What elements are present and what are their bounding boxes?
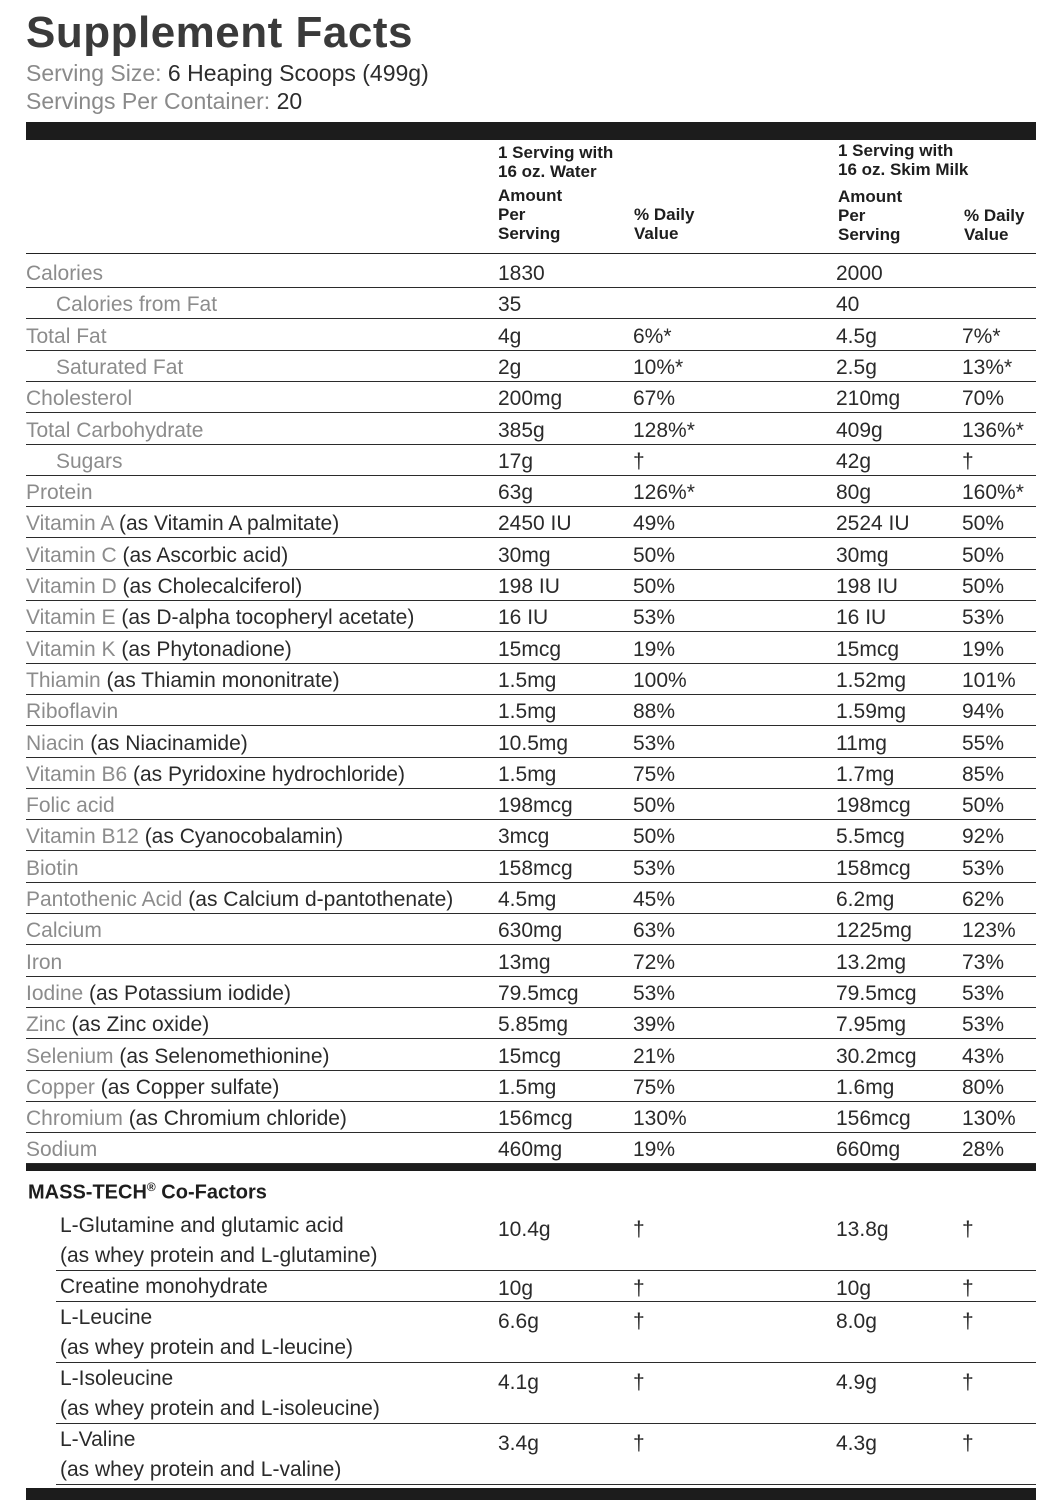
nutrient-row [26,632,1036,664]
water-amount: 385g [498,418,545,442]
water-daily-value: 88% [633,700,676,724]
water-daily-value: † [633,1371,645,1394]
water-amount: 1.5mg [498,700,557,724]
milk-daily-value: 53% [962,1013,1005,1037]
cofactor-name: Creatine monohydrate [60,1275,268,1298]
water-daily-value: 19% [633,1138,676,1162]
nutrient-name [26,606,414,630]
milk-daily-value: 94% [962,700,1005,724]
nutrient-name [26,1013,209,1037]
nutrient-row [26,726,1036,758]
nutrient-name [26,919,102,943]
water-daily-value: 39% [633,1013,676,1037]
nutrient-source: (as Thiamin mononitrate) [100,668,340,692]
milk-daily-value: 53% [962,981,1005,1005]
milk-daily-value: 55% [962,731,1005,755]
nutrient-label: Vitamin C [26,543,117,567]
header-water-amount: Amount Per Serving [498,186,563,243]
nutrient-row [26,1132,1036,1164]
milk-amount: 158mcg [836,856,911,880]
milk-daily-value: 50% [962,794,1005,818]
water-daily-value: † [633,1310,645,1333]
nutrient-row [26,350,1036,382]
milk-amount: 6.2mg [836,888,895,911]
nutrient-row [26,1070,1036,1102]
nutrient-row [26,882,1036,914]
milk-amount: 80g [836,481,872,505]
nutrient-name [26,982,291,1006]
milk-daily-value: 160%* [962,481,1024,505]
milk-daily-value: 101% [962,668,1016,692]
nutrient-row [26,600,1036,632]
water-amount: 10g [498,1277,534,1300]
water-daily-value: † [633,1432,645,1455]
nutrient-label: Saturated Fat [56,355,184,379]
nutrient-name [26,888,453,912]
nutrient-label: Copper [26,1075,95,1099]
nutrient-source: (as D-alpha tocopheryl acetate) [115,606,415,630]
nutrient-source: (as Phytonadione) [115,637,292,661]
nutrient-name [26,419,203,443]
water-amount: 15mcg [498,637,562,661]
water-amount: 200mg [498,387,563,411]
milk-amount: 1225mg [836,919,912,943]
water-amount: 5.85mg [498,1013,569,1037]
nutrient-row [26,1007,1036,1039]
water-daily-value: 6%* [633,324,672,348]
water-daily-value: 100% [633,668,687,692]
water-daily-value: 50% [633,543,676,567]
nutrient-name [26,669,340,693]
nutrient-row [26,694,1036,726]
milk-amount: 1.6mg [836,1075,895,1099]
header-divider [26,253,1036,254]
nutrient-label: Chromium [26,1107,123,1131]
milk-daily-value: 80% [962,1075,1005,1099]
water-daily-value: 72% [633,950,676,974]
milk-amount: 10g [836,1277,872,1300]
nutrient-label: Pantothenic Acid [26,888,183,911]
cofactor-name: L-Leucine [60,1306,153,1329]
water-amount: 6.6g [498,1310,539,1333]
nutrient-label: Folic acid [26,794,115,818]
water-daily-value: 53% [633,606,676,630]
milk-amount: 15mcg [836,637,900,661]
milk-amount: 2000 [836,262,883,285]
milk-daily-value: 7%* [962,324,1001,348]
water-amount: 198mcg [498,794,573,818]
nutrient-label: Calories [26,262,104,285]
cofactor-row [56,1363,1036,1424]
nutrient-label: Cholesterol [26,387,133,411]
water-daily-value: 75% [633,1075,676,1099]
nutrient-name [26,1076,279,1100]
nutrient-row [26,287,1036,319]
nutrient-source: (as Vitamin A palmitate) [113,512,340,536]
water-daily-value: 53% [633,856,676,880]
milk-amount: 198mcg [836,794,911,818]
cofactor-row [56,1424,1036,1485]
nutrient-row [26,851,1036,883]
milk-daily-value: 43% [962,1044,1005,1068]
milk-daily-value: † [962,1218,974,1241]
water-amount: 4.5mg [498,888,557,911]
nutrient-row [26,663,1036,695]
nutrient-row [26,976,1036,1008]
water-daily-value: 53% [633,731,676,755]
cofactor-name: L-Valine [60,1428,136,1451]
milk-daily-value: 130% [962,1107,1016,1131]
milk-amount: 11mg [836,731,887,755]
nutrient-row [26,413,1036,445]
water-amount: 460mg [498,1138,563,1162]
water-amount: 156mcg [498,1107,573,1131]
water-daily-value: 128%* [633,418,695,442]
water-daily-value: 75% [633,762,676,786]
nutrient-name [26,262,103,286]
nutrient-label: Vitamin K [26,637,116,661]
nutrient-label: Zinc [26,1013,66,1037]
milk-amount: 1.7mg [836,762,895,786]
milk-daily-value: † [962,1277,974,1300]
milk-daily-value: 50% [962,512,1005,536]
milk-amount: 42g [836,449,872,473]
milk-daily-value: 85% [962,762,1005,786]
water-daily-value: 130% [633,1107,687,1131]
water-daily-value: 50% [633,794,676,818]
nutrient-label: Sugars [56,449,123,473]
nutrient-name [26,1138,97,1162]
water-amount: 15mcg [498,1044,562,1068]
milk-amount: 198 IU [836,575,898,598]
nutrient-row [26,475,1036,507]
supplement-facts-panel [26,0,1036,1500]
milk-amount: 1.59mg [836,700,907,724]
milk-amount: 2524 IU [836,512,910,536]
nutrient-row [26,819,1036,851]
water-amount: 2450 IU [498,512,572,536]
nutrient-name [26,544,288,568]
milk-daily-value: 123% [962,919,1016,943]
water-amount: 3.4g [498,1432,539,1455]
serving-size [26,60,429,87]
nutrient-name [26,481,93,505]
water-daily-value: 49% [633,512,676,536]
nutrient-row [26,1039,1036,1071]
nutrient-label: Protein [26,481,93,505]
milk-daily-value: 13%* [962,355,1013,379]
header-water-dv: % Daily Value [634,205,695,243]
cofactor-name: L-Glutamine and glutamic acid [60,1214,344,1237]
nutrient-row [26,506,1036,538]
header-milk-amount: Amount Per Serving [838,187,903,244]
nutrient-label: Sodium [26,1138,98,1162]
milk-amount: 660mg [836,1138,901,1162]
masstech-title: MASS-TECH [28,1181,147,1204]
nutrient-name [26,512,339,536]
nutrient-source: (as Potassium iodide) [83,981,291,1005]
nutrient-name [26,794,115,818]
nutrient-name [26,763,405,787]
milk-daily-value: 136%* [962,418,1024,442]
cofactor-source: (as whey protein and L-valine) [60,1458,342,1481]
nutrient-source: (as Copper sulfate) [94,1075,280,1099]
nutrient-label: Riboflavin [26,700,119,724]
cofactor-row [56,1210,1036,1271]
nutrient-row [26,256,1036,288]
water-amount: 35 [498,293,522,317]
milk-daily-value: 19% [962,637,1005,661]
milk-amount: 30.2mcg [836,1044,917,1068]
nutrient-row [26,569,1036,601]
nutrient-source: (as Niacinamide) [84,731,248,755]
masstech-title-suffix: Co-Factors [155,1181,267,1204]
milk-amount: 79.5mcg [836,981,917,1005]
water-daily-value: † [633,1277,645,1300]
cofactor-row [56,1302,1036,1363]
nutrient-row [26,788,1036,820]
thick-divider-top [26,122,1036,140]
water-amount: 10.4g [498,1218,551,1241]
panel-title: Supplement Facts [26,8,413,57]
milk-amount: 409g [836,418,883,442]
milk-daily-value: 73% [962,950,1005,974]
milk-daily-value: † [962,1310,974,1333]
nutrient-source: (as Cholecalciferol) [116,575,303,598]
water-daily-value: 50% [633,575,676,598]
nutrient-name [26,325,107,349]
nutrient-label: Thiamin [26,668,101,692]
milk-daily-value: † [962,1371,974,1394]
water-amount: 630mg [498,919,563,943]
water-amount: 2g [498,355,522,379]
cofactor-row [56,1271,1036,1302]
water-amount: 1.5mg [498,668,557,692]
nutrient-source: (as Selenomethionine) [113,1044,330,1068]
water-amount: 10.5mg [498,731,569,755]
water-daily-value: 50% [633,825,676,849]
milk-amount: 4.3g [836,1432,877,1455]
water-daily-value: 63% [633,919,676,943]
water-amount: 1.5mg [498,762,557,786]
milk-amount: 2.5g [836,355,877,379]
milk-daily-value: 50% [962,543,1005,567]
nutrient-name [26,387,132,411]
nutrient-label: Biotin [26,856,79,880]
milk-amount: 5.5mcg [836,825,905,849]
nutrient-name [26,857,79,881]
nutrient-source: (as Pyridoxine hydrochloride) [127,762,405,786]
milk-amount: 7.95mg [836,1013,907,1037]
milk-amount: 4.9g [836,1371,877,1394]
water-daily-value: 21% [633,1044,676,1068]
nutrient-label: Total Fat [26,324,107,348]
water-daily-value: 126%* [633,481,695,505]
nutrient-label: Vitamin E [26,606,116,630]
milk-amount: 40 [836,293,860,317]
nutrient-name [56,293,217,317]
nutrient-row [26,444,1036,476]
milk-daily-value: 62% [962,888,1005,911]
milk-amount: 30mg [836,543,889,567]
cofactor-source: (as whey protein and L-glutamine) [60,1244,378,1267]
nutrient-label: Iodine [26,981,84,1005]
servings-per-container [26,88,302,115]
nutrient-name [26,951,62,975]
nutrient-row [26,319,1036,351]
cofactor-source: (as whey protein and L-leucine) [60,1336,353,1359]
water-daily-value: 45% [633,888,676,911]
water-daily-value: 10%* [633,355,684,379]
water-daily-value: † [633,1218,645,1241]
thick-divider-bottom [26,1488,1036,1500]
nutrient-source: (as Zinc oxide) [65,1013,210,1037]
cofactor-name: L-Isoleucine [60,1367,174,1390]
water-amount: 4.1g [498,1371,539,1394]
milk-daily-value: 53% [962,606,1005,630]
registered-mark: ® [146,1180,156,1194]
nutrient-label: Selenium [26,1044,114,1068]
masstech-heading [28,1180,267,1205]
serving-size-label: Serving Size: [26,60,162,86]
water-amount: 4g [498,324,522,348]
nutrient-name [56,356,183,380]
milk-amount: 4.5g [836,324,877,348]
milk-amount: 156mcg [836,1107,911,1131]
header-water-serving: 1 Serving with 16 oz. Water [498,143,614,181]
water-amount: 158mcg [498,856,573,880]
nutrient-label: Calcium [26,919,102,943]
nutrient-source: (as Chromium chloride) [122,1107,347,1131]
water-amount: 30mg [498,543,551,567]
nutrient-label: Total Carbohydrate [26,418,204,442]
serving-size-value: 6 Heaping Scoops (499g) [167,60,429,86]
nutrient-label: Vitamin D [26,575,117,598]
nutrient-name [26,732,248,756]
milk-daily-value: † [962,1432,974,1455]
nutrient-label: Calories from Fat [56,293,218,317]
milk-amount: 210mg [836,387,901,411]
milk-amount: 1.52mg [836,668,907,692]
water-daily-value: 53% [633,981,676,1005]
nutrient-name [56,450,123,474]
nutrient-row [26,538,1036,570]
milk-daily-value: 53% [962,856,1005,880]
water-daily-value: 67% [633,387,676,411]
milk-amount: 8.0g [836,1310,877,1333]
water-amount: 1830 [498,262,545,285]
milk-daily-value: 28% [962,1138,1005,1162]
nutrient-row [26,757,1036,789]
water-amount: 198 IU [498,575,560,598]
water-amount: 79.5mcg [498,981,579,1005]
nutrient-source: (as Calcium d-pantothenate) [182,888,454,911]
milk-daily-value: † [962,449,974,473]
nutrient-label: Vitamin A [26,512,114,536]
nutrient-label: Vitamin B6 [26,762,128,786]
water-amount: 17g [498,449,534,473]
nutrient-row [26,381,1036,413]
nutrient-label: Niacin [26,731,85,755]
milk-daily-value: 70% [962,387,1005,411]
nutrient-name [26,825,343,849]
nutrient-row [26,1101,1036,1133]
water-amount: 1.5mg [498,1075,557,1099]
thick-divider-mid [26,1164,1036,1171]
water-amount: 16 IU [498,606,549,630]
water-daily-value: 19% [633,637,676,661]
water-amount: 13mg [498,950,551,974]
milk-amount: 13.2mg [836,950,907,974]
nutrient-name [26,1107,347,1131]
milk-amount: 13.8g [836,1218,889,1241]
nutrient-row [26,913,1036,945]
water-amount: 63g [498,481,534,505]
nutrient-row [26,945,1036,977]
milk-amount: 16 IU [836,606,887,630]
nutrient-label: Vitamin B12 [26,825,139,849]
nutrient-name [26,1045,330,1069]
nutrient-source: (as Ascorbic acid) [116,543,289,567]
header-milk-dv: % Daily Value [964,206,1025,244]
nutrient-label: Iron [26,950,63,974]
servings-per-container-label: Servings Per Container: [26,88,271,114]
milk-daily-value: 50% [962,575,1005,598]
cofactor-source: (as whey protein and L-isoleucine) [60,1397,380,1420]
water-amount: 3mcg [498,825,550,849]
nutrient-name [26,638,292,662]
nutrient-name [26,575,302,599]
nutrient-source: (as Cyanocobalamin) [138,825,344,849]
milk-daily-value: 92% [962,825,1005,849]
nutrient-name [26,700,118,724]
header-milk-serving: 1 Serving with 16 oz. Skim Milk [838,141,969,179]
servings-per-container-value: 20 [276,88,303,114]
water-daily-value: † [633,449,645,473]
